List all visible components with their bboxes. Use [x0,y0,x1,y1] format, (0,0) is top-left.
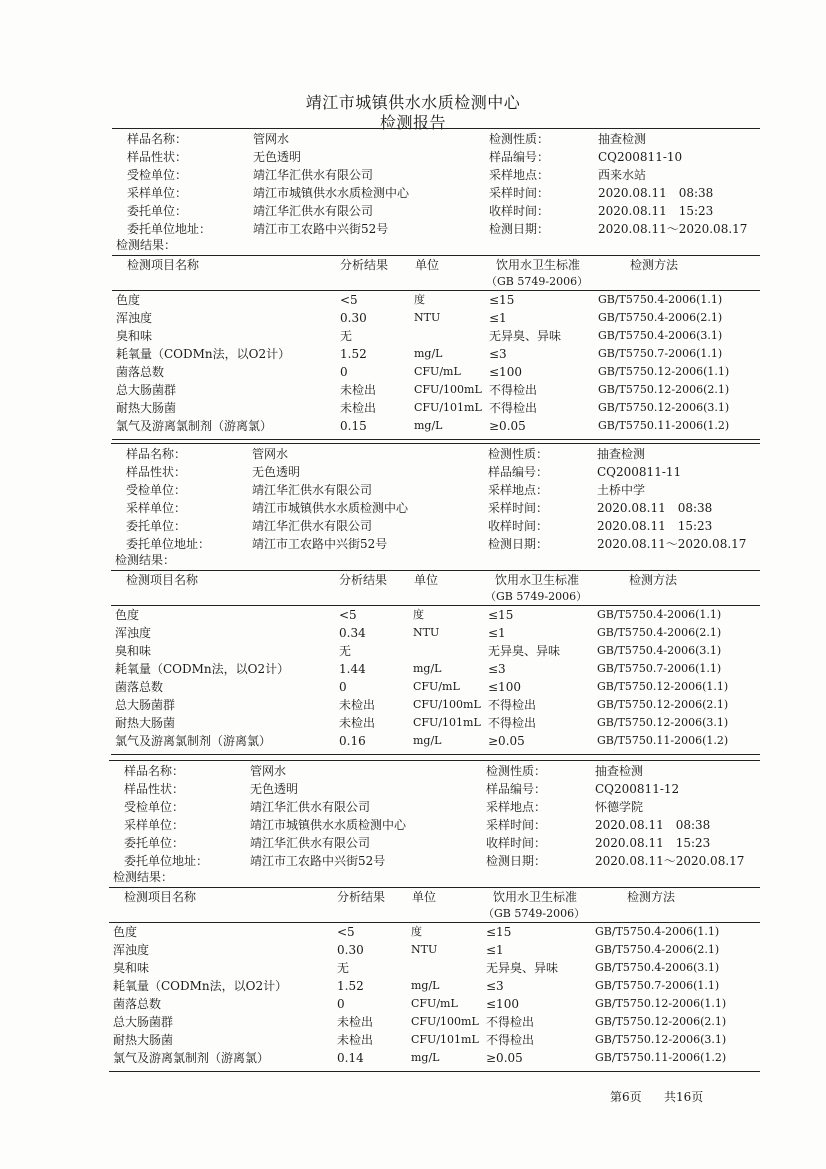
row-result: <5 [340,293,358,307]
field-value-test-date: 2020.08.11～2020.08.17 [595,854,745,868]
row-result: 0 [337,997,345,1011]
row-result: 0.30 [340,311,367,325]
row-item: 浑浊度 [116,311,153,325]
row-result: 无 [340,329,353,343]
row-method: GB/T5750.12-2006(1.1) [597,680,729,693]
row-method: GB/T5750.12-2006(3.1) [598,401,730,414]
row-result: 未检出 [337,1033,374,1047]
row-unit: 度 [414,293,425,306]
row-method: GB/T5750.4-2006(1.1) [595,925,720,938]
row-standard: ≤100 [486,997,519,1011]
report-section [0,760,826,1075]
field-value-sample-name: 管网水 [253,132,290,146]
row-method: GB/T5750.12-2006(3.1) [597,716,729,729]
row-result: 0.15 [340,419,367,433]
row-item: 氯气及游离氯制剂（游离氯） [113,1051,270,1065]
row-item: 色度 [113,925,138,939]
row-standard: ≤1 [488,626,506,640]
field-value-sample-name: 管网水 [250,764,287,778]
header-item: 检测项目名称 [126,573,199,587]
field-label-client-unit: 委托单位： [126,519,187,533]
row-result: 未检出 [339,698,376,712]
row-unit: 度 [413,608,424,621]
row-method: GB/T5750.4-2006(2.1) [597,626,722,639]
field-label-sample-no: 样品编号： [486,782,547,796]
header-top-rule [112,255,760,256]
field-label-inspected-unit: 受检单位： [124,800,185,814]
row-unit: CFU/mL [411,997,458,1010]
row-item: 色度 [116,293,141,307]
row-unit: mg/L [413,662,442,675]
field-value-sampling-time: 2020.08.11 08:38 [595,818,711,832]
row-standard: 不得检出 [488,716,537,730]
row-method: GB/T5750.12-2006(2.1) [598,383,730,396]
row-method: GB/T5750.11-2006(1.2) [595,1051,727,1064]
row-item: 氯气及游离氯制剂（游离氯） [116,419,273,433]
row-standard: 无异臭、异味 [486,961,559,975]
section-top-rule [112,128,760,129]
row-item: 浑浊度 [115,626,152,640]
header-unit: 单位 [415,258,440,272]
field-value-client-address: 靖江市工农路中兴街52号 [250,854,386,868]
row-item: 耐热大肠菌 [113,1033,174,1047]
row-unit: CFU/100mL [413,698,481,711]
row-standard: 不得检出 [488,698,537,712]
results-label: 检测结果： [113,870,174,884]
row-unit: 度 [411,925,422,938]
field-value-test-date: 2020.08.11～2020.08.17 [598,222,748,236]
row-result: 0.14 [337,1051,364,1065]
field-label-inspected-unit: 受检单位： [127,168,188,182]
row-unit: mg/L [411,979,440,992]
row-unit: CFU/100mL [411,1015,479,1028]
field-value-sample-state: 无色透明 [253,150,302,164]
row-standard: 不得检出 [486,1015,535,1029]
field-label-test-date: 检测日期： [486,854,547,868]
field-label-sample-no: 样品编号： [488,465,549,479]
field-label-receive-time: 收样时间： [489,204,550,218]
row-item: 耗氧量（CODMn法，以O2计） [116,347,291,361]
row-item: 氯气及游离氯制剂（游离氯） [115,734,272,748]
field-label-sample-name: 样品名称： [126,447,187,461]
field-label-client-address: 委托单位地址： [124,854,209,868]
field-label-client-unit: 委托单位： [124,836,185,850]
row-result: 未检出 [339,716,376,730]
row-standard: ≥0.05 [486,1051,523,1065]
field-value-sampling-site: 怀德学院 [595,800,644,814]
field-value-client-address: 靖江市工农路中兴街52号 [253,222,389,236]
header-top-rule [111,570,760,571]
row-item: 臭和味 [116,329,153,343]
row-item: 耐热大肠菌 [116,401,177,415]
row-method: GB/T5750.7-2006(1.1) [595,979,720,992]
row-result: 1.52 [340,347,367,361]
row-result: 未检出 [340,383,377,397]
field-label-sample-state: 样品性状： [126,465,187,479]
row-standard: ≤3 [486,979,504,993]
section-top-rule [109,760,760,761]
page-number: 第6页 [610,1090,642,1104]
field-label-sample-state: 样品性状： [127,150,188,164]
field-label-receive-time: 收样时间： [486,836,547,850]
header-result: 分析结果 [339,573,388,587]
field-value-receive-time: 2020.08.11 15:23 [595,836,711,850]
field-value-sample-no: CQ200811-10 [598,150,683,164]
row-standard: 不得检出 [489,383,538,397]
page-total: 共16页 [664,1090,704,1104]
field-value-sample-state: 无色透明 [252,465,301,479]
row-method: GB/T5750.12-2006(3.1) [595,1033,727,1046]
row-method: GB/T5750.12-2006(2.1) [597,698,729,711]
report-section [0,443,826,758]
field-value-sampling-unit: 靖江市城镇供水水质检测中心 [253,186,410,200]
row-method: GB/T5750.4-2006(3.1) [597,644,722,657]
row-result: 0 [339,680,347,694]
row-method: GB/T5750.4-2006(2.1) [595,943,720,956]
field-label-sample-name: 样品名称： [127,132,188,146]
field-value-test-type: 抽查检测 [597,447,646,461]
field-value-test-type: 抽查检测 [598,132,647,146]
field-value-inspected-unit: 靖江华汇供水有限公司 [252,483,373,497]
field-label-test-type: 检测性质： [488,447,549,461]
row-unit: CFU/101mL [414,401,482,414]
row-result: 0.16 [339,734,366,748]
row-item: 总大肠菌群 [116,383,177,397]
field-label-sample-no: 样品编号： [489,150,550,164]
row-method: GB/T5750.4-2006(1.1) [598,293,723,306]
report-title: 靖江市城镇供水水质检测中心 [305,93,521,112]
field-value-sample-no: CQ200811-12 [595,782,680,796]
row-unit: mg/L [414,419,443,432]
header-result: 分析结果 [337,890,386,904]
header-standard-ref: （GB 5749-2006） [485,590,588,603]
section-top-rule [111,443,760,444]
header-method: 检测方法 [630,258,679,272]
field-label-inspected-unit: 受检单位： [126,483,187,497]
row-standard: ≤15 [486,925,512,939]
row-result: 未检出 [340,401,377,415]
row-unit: NTU [413,626,440,639]
row-unit: mg/L [413,734,442,747]
field-label-sample-name: 样品名称： [124,764,185,778]
field-label-sampling-time: 采样时间： [488,501,549,515]
field-value-client-unit: 靖江华汇供水有限公司 [250,836,371,850]
row-item: 浑浊度 [113,943,150,957]
row-result: 0.34 [339,626,366,640]
row-item: 菌落总数 [113,997,162,1011]
field-label-sampling-time: 采样时间： [489,186,550,200]
field-label-test-type: 检测性质： [489,132,550,146]
header-bottom-rule [109,922,760,923]
field-label-test-date: 检测日期： [489,222,550,236]
row-standard: ≥0.05 [489,419,526,433]
field-value-inspected-unit: 靖江华汇供水有限公司 [250,800,371,814]
row-unit: mg/L [414,347,443,360]
row-result: 0.30 [337,943,364,957]
field-label-client-address: 委托单位地址： [126,537,211,551]
report-section [0,128,826,443]
field-value-sampling-time: 2020.08.11 08:38 [598,186,714,200]
row-method: GB/T5750.4-2006(1.1) [597,608,722,621]
header-bottom-rule [112,290,760,291]
row-standard: ≤3 [488,662,506,676]
row-result: 0 [340,365,348,379]
field-label-receive-time: 收样时间： [488,519,549,533]
row-item: 臭和味 [113,961,150,975]
header-unit: 单位 [414,573,439,587]
header-unit: 单位 [412,890,437,904]
header-standard: 饮用水卫生标准 [496,258,581,272]
field-label-sampling-time: 采样时间： [486,818,547,832]
row-method: GB/T5750.7-2006(1.1) [598,347,723,360]
row-item: 耗氧量（CODMn法，以O2计） [115,662,290,676]
field-label-sampling-unit: 采样单位： [126,501,187,515]
results-label: 检测结果： [115,553,176,567]
row-method: GB/T5750.11-2006(1.2) [597,734,729,747]
row-result: <5 [337,925,355,939]
field-value-client-unit: 靖江华汇供水有限公司 [252,519,373,533]
row-standard: ≤100 [489,365,522,379]
header-standard-ref: （GB 5749-2006） [486,275,589,288]
results-label: 检测结果： [116,238,177,252]
row-standard: 不得检出 [489,401,538,415]
row-standard: ≥0.05 [488,734,525,748]
row-item: 总大肠菌群 [115,698,176,712]
field-value-client-address: 靖江市工农路中兴街52号 [252,537,388,551]
header-standard: 饮用水卫生标准 [493,890,578,904]
field-value-test-type: 抽查检测 [595,764,644,778]
row-standard: 无异臭、异味 [489,329,562,343]
section-bottom-rule [112,439,760,440]
row-unit: CFU/101mL [411,1033,479,1046]
row-standard: ≤1 [489,311,507,325]
row-unit: NTU [411,943,438,956]
row-item: 菌落总数 [116,365,165,379]
row-result: <5 [339,608,357,622]
row-method: GB/T5750.4-2006(3.1) [598,329,723,342]
report-subtitle: 检测报告 [379,113,446,132]
field-value-test-date: 2020.08.11～2020.08.17 [597,537,747,551]
row-item: 耗氧量（CODMn法，以O2计） [113,979,288,993]
header-item: 检测项目名称 [124,890,197,904]
field-value-client-unit: 靖江华汇供水有限公司 [253,204,374,218]
field-value-sampling-site: 西来水站 [598,168,647,182]
row-item: 耐热大肠菌 [115,716,176,730]
row-result: 1.44 [339,662,366,676]
field-value-sampling-time: 2020.08.11 08:38 [597,501,713,515]
field-value-sample-no: CQ200811-11 [597,465,682,479]
field-value-receive-time: 2020.08.11 15:23 [597,519,713,533]
field-label-sample-state: 样品性状： [124,782,185,796]
row-method: GB/T5750.12-2006(1.1) [598,365,730,378]
header-method: 检测方法 [627,890,676,904]
row-standard: 无异臭、异味 [488,644,561,658]
field-label-client-unit: 委托单位： [127,204,188,218]
row-unit: CFU/101mL [413,716,481,729]
header-method: 检测方法 [629,573,678,587]
field-value-sampling-unit: 靖江市城镇供水水质检测中心 [250,818,407,832]
row-standard: ≤15 [489,293,515,307]
row-result: 无 [337,961,350,975]
field-value-inspected-unit: 靖江华汇供水有限公司 [253,168,374,182]
row-method: GB/T5750.4-2006(3.1) [595,961,720,974]
header-standard: 饮用水卫生标准 [495,573,580,587]
field-value-sample-state: 无色透明 [250,782,299,796]
row-item: 总大肠菌群 [113,1015,174,1029]
row-result: 无 [339,644,352,658]
row-method: GB/T5750.11-2006(1.2) [598,419,730,432]
row-standard: 不得检出 [486,1033,535,1047]
header-bottom-rule [111,605,760,606]
row-item: 色度 [115,608,140,622]
field-label-test-date: 检测日期： [488,537,549,551]
row-unit: NTU [414,311,441,324]
field-label-sampling-site: 采样地点： [486,800,547,814]
row-unit: CFU/mL [413,680,460,693]
row-item: 菌落总数 [115,680,164,694]
header-item: 检测项目名称 [127,258,200,272]
row-unit: CFU/mL [414,365,461,378]
row-method: GB/T5750.4-2006(2.1) [598,311,723,324]
section-bottom-rule [111,754,760,755]
row-method: GB/T5750.12-2006(2.1) [595,1015,727,1028]
row-unit: mg/L [411,1051,440,1064]
row-result: 1.52 [337,979,364,993]
field-value-sampling-site: 土桥中学 [597,483,646,497]
field-label-sampling-site: 采样地点： [488,483,549,497]
field-label-sampling-site: 采样地点： [489,168,550,182]
field-label-sampling-unit: 采样单位： [124,818,185,832]
header-standard-ref: （GB 5749-2006） [483,907,586,920]
row-unit: CFU/100mL [414,383,482,396]
row-standard: ≤1 [486,943,504,957]
header-result: 分析结果 [340,258,389,272]
row-standard: ≤100 [488,680,521,694]
field-label-sampling-unit: 采样单位： [127,186,188,200]
row-item: 臭和味 [115,644,152,658]
row-result: 未检出 [337,1015,374,1029]
row-method: GB/T5750.12-2006(1.1) [595,997,727,1010]
row-method: GB/T5750.7-2006(1.1) [597,662,722,675]
row-standard: ≤3 [489,347,507,361]
field-value-sample-name: 管网水 [252,447,289,461]
field-value-receive-time: 2020.08.11 15:23 [598,204,714,218]
section-bottom-rule [109,1071,760,1072]
field-value-sampling-unit: 靖江市城镇供水水质检测中心 [252,501,409,515]
field-label-test-type: 检测性质： [486,764,547,778]
field-label-client-address: 委托单位地址： [127,222,212,236]
row-standard: ≤15 [488,608,514,622]
header-top-rule [109,887,760,888]
